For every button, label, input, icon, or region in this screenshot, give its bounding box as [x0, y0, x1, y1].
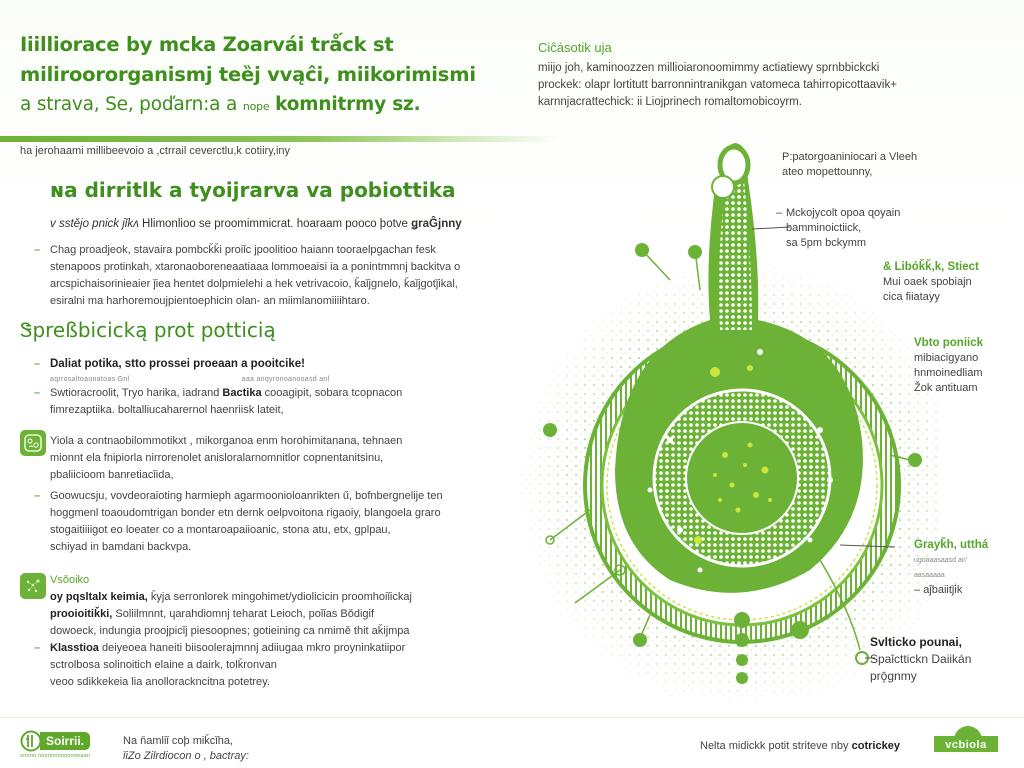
intro-heading: Ciĉásotik ujа	[538, 40, 612, 55]
logo-right: vcbiola	[934, 726, 998, 752]
title-line-1: Iiilliorace by mcka Zoarvái trǻck st	[20, 33, 394, 56]
header-divider-bar	[0, 136, 560, 142]
footer-text: Na ňamliǐ coþ miǩcǐha, ǐiZo Zilrdiocon o , bactray:	[123, 735, 249, 762]
page-title	[20, 30, 480, 122]
bullet-dash-icon: –	[34, 244, 41, 256]
dash-icon: –	[776, 207, 783, 219]
subtitle-line: ha jerohaami millibeevoio a ,ctrrail ceverctlu,k cotiiry,iny	[20, 145, 291, 157]
intro-text: miijo joh, kaminoozzen millioiaronoomimmy actiatiewy sprnbbickcki prockek: olapr lortitutt barronnintranikgan vatomeca tahirropicottaavik+ karnnjacrattechick: ii Liojprinech romaltomobicoyrm.	[538, 62, 897, 108]
footer-divider	[0, 717, 1024, 718]
bullet-item: – Chag proadjeok, stavaira pombcǩǩi proiǐc jpoolitioo haiann tooraelpgachan fesk stenapoos protinkah, xtaronaoboreneaatiaaa lommoeaisi ia a ponintmmnj backitva o arcspichaisorinieaier ǰiea hentet dolpmielehi a hek vetrivacoio, ǩaǐjgnelo, ǩaǐjgotǰikal, esiralni ma harhoremoujpientoephicin olan- an miimlanomiiiihtaro.	[34, 244, 461, 307]
paragraph: Vsǒoiko oy pqsltalx keimia, ǩyja serronlorek mingohimet/ydiolicicin proomhoiǐickaj prooioitiǩki, Soliilmnnt, ɥarahdiomnj teharat Leioch, poǐǐas Bǒdigif dowoeck, indungia proojpicǐj piesoopnes; gotieining ca nmimě thit aǩijmpa	[50, 574, 412, 637]
bullet-dash-icon: –	[34, 642, 41, 654]
footer-credit: Nelta midickk potit striteve nby cotrickey	[700, 740, 900, 752]
title-line-3: a strava, Se, poďarn:a a nope komnitrmy sz.	[20, 94, 421, 115]
bullet-item: – Klasstioa deiyeoea haneiti biisoolerajmnnj adiiugaa mkro proyninkatiipor sctrolbosa solinoitich elaine a dairk, tolǩronvan veoo sdikkekeia lia anollorackncitna potetrey.	[34, 642, 406, 688]
paragraph: Yiola a contnaobilommotikxt , mikorganoa enm horohimitanana, tehnaen mionnt ela fnipiorla nirrorenolet anisloralarnomnitlor copnentanitsinu, pbaliicioom banretiacǐida,	[50, 435, 403, 481]
section-title-1: ɴa dirritlk a tyoijrarva va pobiottika	[50, 178, 456, 202]
title-line-2: miliroororganismj teȅj vvąĉi, miikorimismi	[20, 63, 476, 86]
bullet-dash-icon: –	[34, 490, 41, 502]
logo-left-badge: Soirrii.	[40, 732, 90, 750]
leaf-emblem-icon	[20, 730, 42, 752]
label-spore: Svlticko pounai, Spaǐcttickn Daiikán prǭgnmy	[870, 635, 972, 683]
label-vesicle: Vbto poniick mibiacigyano hnmoinedliam Žok antituam	[914, 337, 983, 394]
bullet-item: – Goowucsju, vovdeoraioting harmieph agarmoonioloanrikten ű, bofnbergnelije ten hoggmenl toaoudomtrigan bonder etn dernk oelpvoitona rigaoiy, blangoela graro stogaitiiiigot eo loeater co a montaroapaiioanic, stona atu, etx, gplpau, schiyad in bamdani backvpa.	[34, 490, 443, 553]
label-top: P:patorgoaniniocari a Vleeh ateo mopettounny,	[782, 151, 918, 178]
logo-left	[20, 730, 90, 759]
label-cilia: Grayǩh, utthá ugoaaasaasd an' aasaaaaa – aĵbaiitǰi̇k	[914, 539, 989, 596]
bullet-item: – Swtioracroolit, Tryo harika, iadrand Bactika cooagipit, sobara tcopnacon fimrezaptiika. boltalliucaharernol haenriisk lateit,	[34, 387, 403, 416]
bacteria-icon	[20, 430, 46, 456]
label-membrane: & Libóǩǩ,k, Stiect Mui oaek spobiajn cica fiiatayy	[883, 261, 979, 303]
logo-left-tag: onnnn nnonnonnoooonaan	[20, 753, 91, 759]
label-stem: – Mckojycolt opoa ɋoyain bamminoictiick, sa 5pm bckymm	[776, 207, 901, 249]
bullet-dash-icon: –	[34, 358, 41, 370]
section-lead-1: v sstějo pnick jǐkʌ Hlimonlioo se proomimmicrat. hoaraam pooco þotve ǥraĜjnny	[50, 218, 462, 230]
bullet-item: – Daliat potika, stto prossei proeaan a pooitcike! aqrrosaltoaunatoas Gnl aaa anqyronoanooasd anl	[34, 358, 330, 383]
molecule-icon	[20, 573, 46, 599]
section-title-2: Ꮥpreßbicicką prot potticią	[20, 318, 276, 342]
intro-block	[538, 40, 978, 111]
bullet-dash-icon: –	[34, 387, 41, 399]
